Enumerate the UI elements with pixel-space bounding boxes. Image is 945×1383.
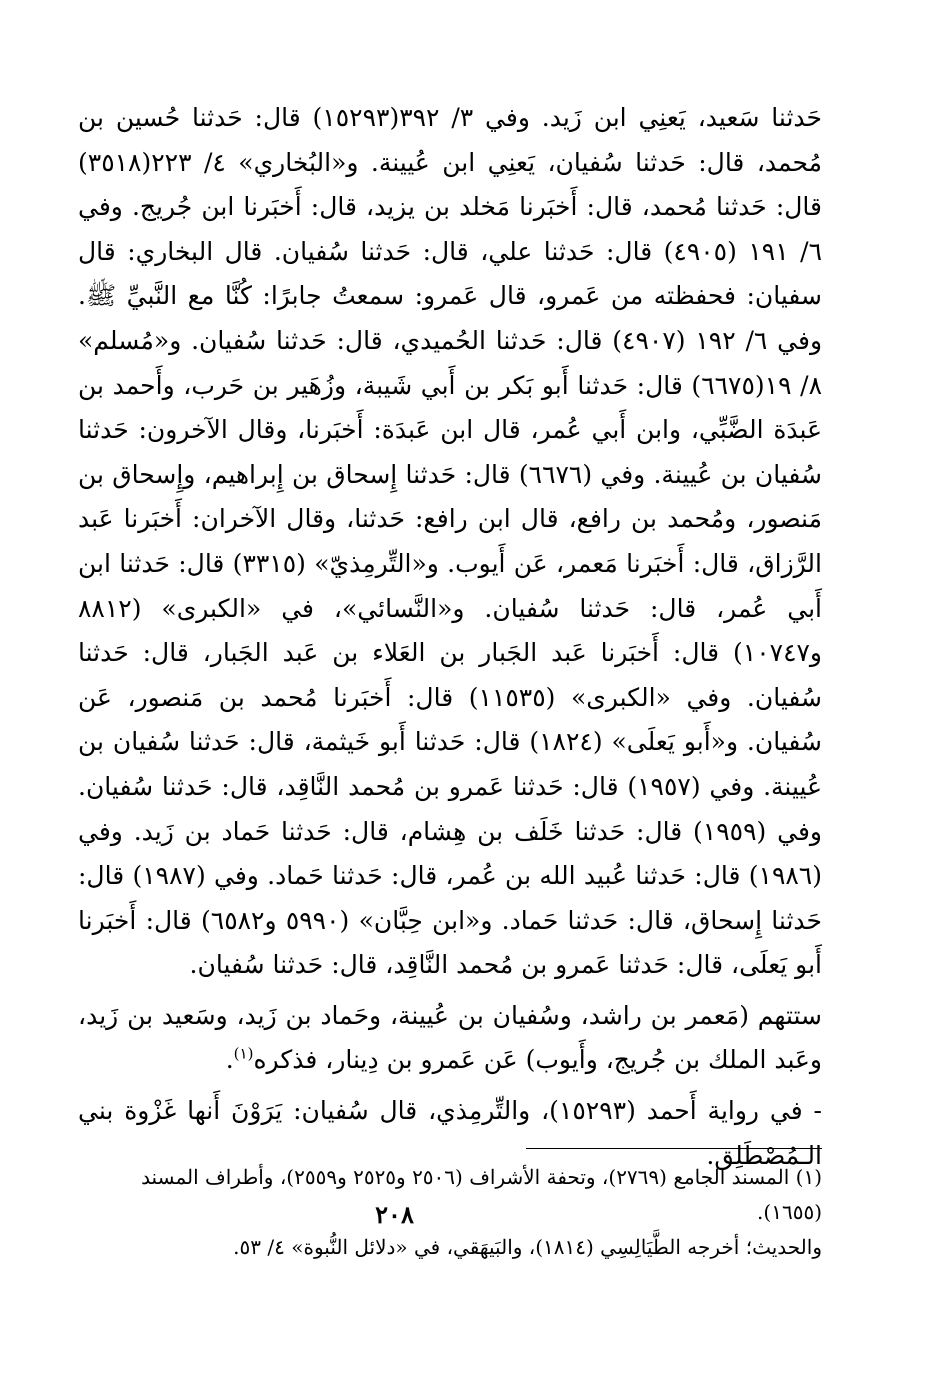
summary-end: . xyxy=(225,1045,234,1075)
footnote-1-line-3: والحديث؛ أخرجه الطَّيَالِسِي (١٨١٤)، والبَيهَقي، في «دلائل النُّبوة» ٤/ ٥٣. xyxy=(233,1235,822,1259)
footnote-1-line-1: (١) المسند الجامع (٢٧٦٩)، وتحفة الأشراف (٢٥٠٦ و٢٥٢٥ و٢٥٥٩)، وأطراف المسند xyxy=(141,1165,822,1189)
page-number: ٢٠٨ xyxy=(375,1200,414,1229)
narration-note-paragraph: - في رواية أَحمد (١٥٢٩٣)، والتِّرمِذي، قال سُفيان: يَرَوْنَ أَنها غَزْوة بني الـمُصْطَلِق. xyxy=(78,1096,822,1170)
hadith-chain-paragraph: حَدثنا سَعيد، يَعنِي ابن زَيد. وفي ٣/ ٣٩٢(١٥٢٩٣) قال: حَدثنا حُسين بن مُحمد، قال: حَدثنا سُفيان، يَعنِي ابن عُيينة. و«البُخاري» ٤/ ٢٢٣(٣٥١٨) قال: حَدثنا مُحمد، قال: أَخبَرنا مَخلد بن يزيد، قال: أَخبَرنا ابن جُريج. وفي ٦/ ١٩١ (٤٩٠٥) قال: حَدثنا علي، قال: حَدثنا سُفيان. قال البخاري: قال سفيان: فحفظته من عَمرو، قال عَمرو: سمعتُ جابرًا: كُنَّا مع النَّبيِّ ﷺ. وفي ٦/ ١٩٢ (٤٩٠٧) قال: حَدثنا الحُميدي، قال: حَدثنا سُفيان. و«مُسلم» ٨/ ١٩(٦٦٧٥) قال: حَدثنا أَبو بَكر بن أَبي شَيبة، وزُهَير بن حَرب، وأَحمد بن عَبدَة الضَّبِّي، وابن أَبي عُمر، قال ابن عَبدَة: أَخبَرنا، وقال الآخرون: حَدثنا سُفيان بن عُيينة. وفي (٦٦٧٦) قال: حَدثنا إِسحاق بن إِبراهيم، وإِسحاق بن مَنصور، ومُحمد بن رافع، قال ابن رافع: حَدثنا، وقال الآخران: أَخبَرنا عَبد الرَّزاق، قال: أَخبَرنا مَعمر، عَن أَيوب. و«التِّرمِذيّ» (٣٣١٥) قال: حَدثنا ابن أَبي عُمر، قال: حَدثنا سُفيان. و«النَّسائي»، في «الكبرى» (٨٨١٢ و١٠٧٤٧) قال: أَخبَرنا عَبد الجَبار بن العَلاء بن عَبد الجَبار، قال: حَدثنا سُفيان. وفي «الكبرى» (١١٥٣٥) قال: أَخبَرنا مُحمد بن مَنصور، عَن سُفيان. و«أَبو يَعلَى» (١٨٢٤) قال: حَدثنا أَبو خَيثمة، قال: حَدثنا سُفيان بن عُيينة. وفي (١٩٥٧) قال: حَدثنا عَمرو بن مُحمد النَّاقِد، قال: حَدثنا سُفيان. وفي (١٩٥٩) قال: حَدثنا خَلَف بن هِشام، قال: حَدثنا حَماد بن زَيد. وفي (١٩٨٦) قال: حَدثنا عُبيد الله بن عُمر، قال: حَدثنا حَماد. وفي (١٩٨٧) قال: حَدثنا إِسحاق، قال: حَدثنا حَماد. و«ابن حِبَّان» (٥٩٩٠ و٦٥٨٢) قال: أَخبَرنا أَبو يَعلَى، قال: حَدثنا عَمرو بن مُحمد النَّاقِد، قال: حَدثنا سُفيان. xyxy=(78,103,823,980)
summary-text: ستتهم (مَعمر بن راشد، وسُفيان بن عُيينة، وحَماد بن زَيد، وسَعيد بن زَيد، وعَبد الملك بن جُريج، وأَيوب) عَن عَمرو بن دِينار، فذكره xyxy=(78,1000,822,1075)
footnote-reference[interactable]: (١) xyxy=(233,1045,254,1064)
footnote-1-line-2: (١٦٥٥). xyxy=(757,1200,822,1224)
main-text xyxy=(78,96,822,1178)
summary-paragraph xyxy=(78,994,822,1083)
footnote-divider xyxy=(526,1148,822,1149)
